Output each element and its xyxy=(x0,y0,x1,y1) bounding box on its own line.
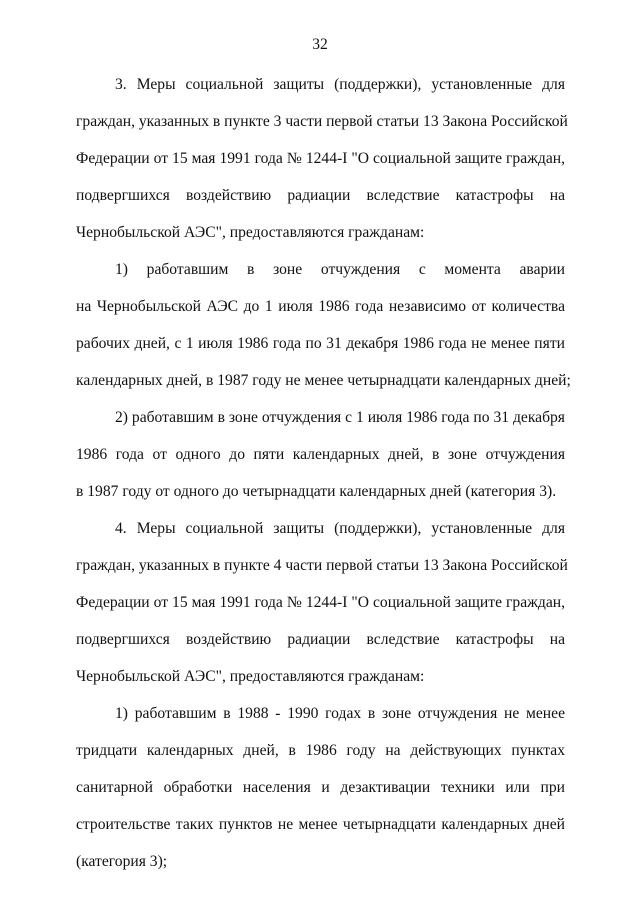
text-line: граждан, указанных в пункте 4 части первой статьи 13 Закона Российской xyxy=(76,557,568,574)
text-line: календарных дней, в 1987 году не менее четырнадцати календарных дней; xyxy=(76,372,571,389)
text-line: на Чернобыльской АЭС до 1 июля 1986 года независимо от количества xyxy=(76,298,565,315)
text-line: 2) работавшим в зоне отчуждения с 1 июля 1986 года по 31 декабря xyxy=(115,409,565,426)
text-line: в 1987 году от одного до четырнадцати календарных дней (категория 3). xyxy=(76,483,557,500)
text-line: строительстве таких пунктов не менее четырнадцати календарных дней xyxy=(76,816,565,833)
text-line: подвергшихся воздействию радиации вследствие катастрофы на xyxy=(76,631,565,648)
text-line: подвергшихся воздействию радиации вследствие катастрофы на xyxy=(76,187,565,204)
text-line: (категория 3); xyxy=(76,853,168,870)
text-line: Федерации от 15 мая 1991 года № 1244-I "О социальной защите граждан, xyxy=(76,594,565,611)
text-line: 4. Меры социальной защиты (поддержки), установленные для xyxy=(115,520,565,537)
text-line: 1986 года от одного до пяти календарных дней, в зоне отчуждения xyxy=(76,446,565,463)
text-line: 3. Меры социальной защиты (поддержки), установленные для xyxy=(115,76,565,93)
text-line: тридцати календарных дней, в 1986 году на действующих пунктах xyxy=(76,742,565,759)
text-line: 1) работавшим в зоне отчуждения с момента аварии xyxy=(115,261,565,278)
text-line: граждан, указанных в пункте 3 части первой статьи 13 Закона Российской xyxy=(76,113,568,130)
text-line: 1) работавшим в 1988 - 1990 годах в зоне отчуждения не менее xyxy=(115,705,565,722)
text-line: рабочих дней, с 1 июля 1986 года по 31 декабря 1986 года не менее пяти xyxy=(76,335,565,352)
text-line: санитарной обработки населения и дезактивации техники или при xyxy=(76,779,565,796)
page-number: 32 xyxy=(312,36,328,53)
text-line: Федерации от 15 мая 1991 года № 1244-I "О социальной защите граждан, xyxy=(76,150,565,167)
text-line: Чернобыльской АЭС", предоставляются гражданам: xyxy=(76,668,425,685)
text-line: Чернобыльской АЭС", предоставляются гражданам: xyxy=(76,224,425,241)
